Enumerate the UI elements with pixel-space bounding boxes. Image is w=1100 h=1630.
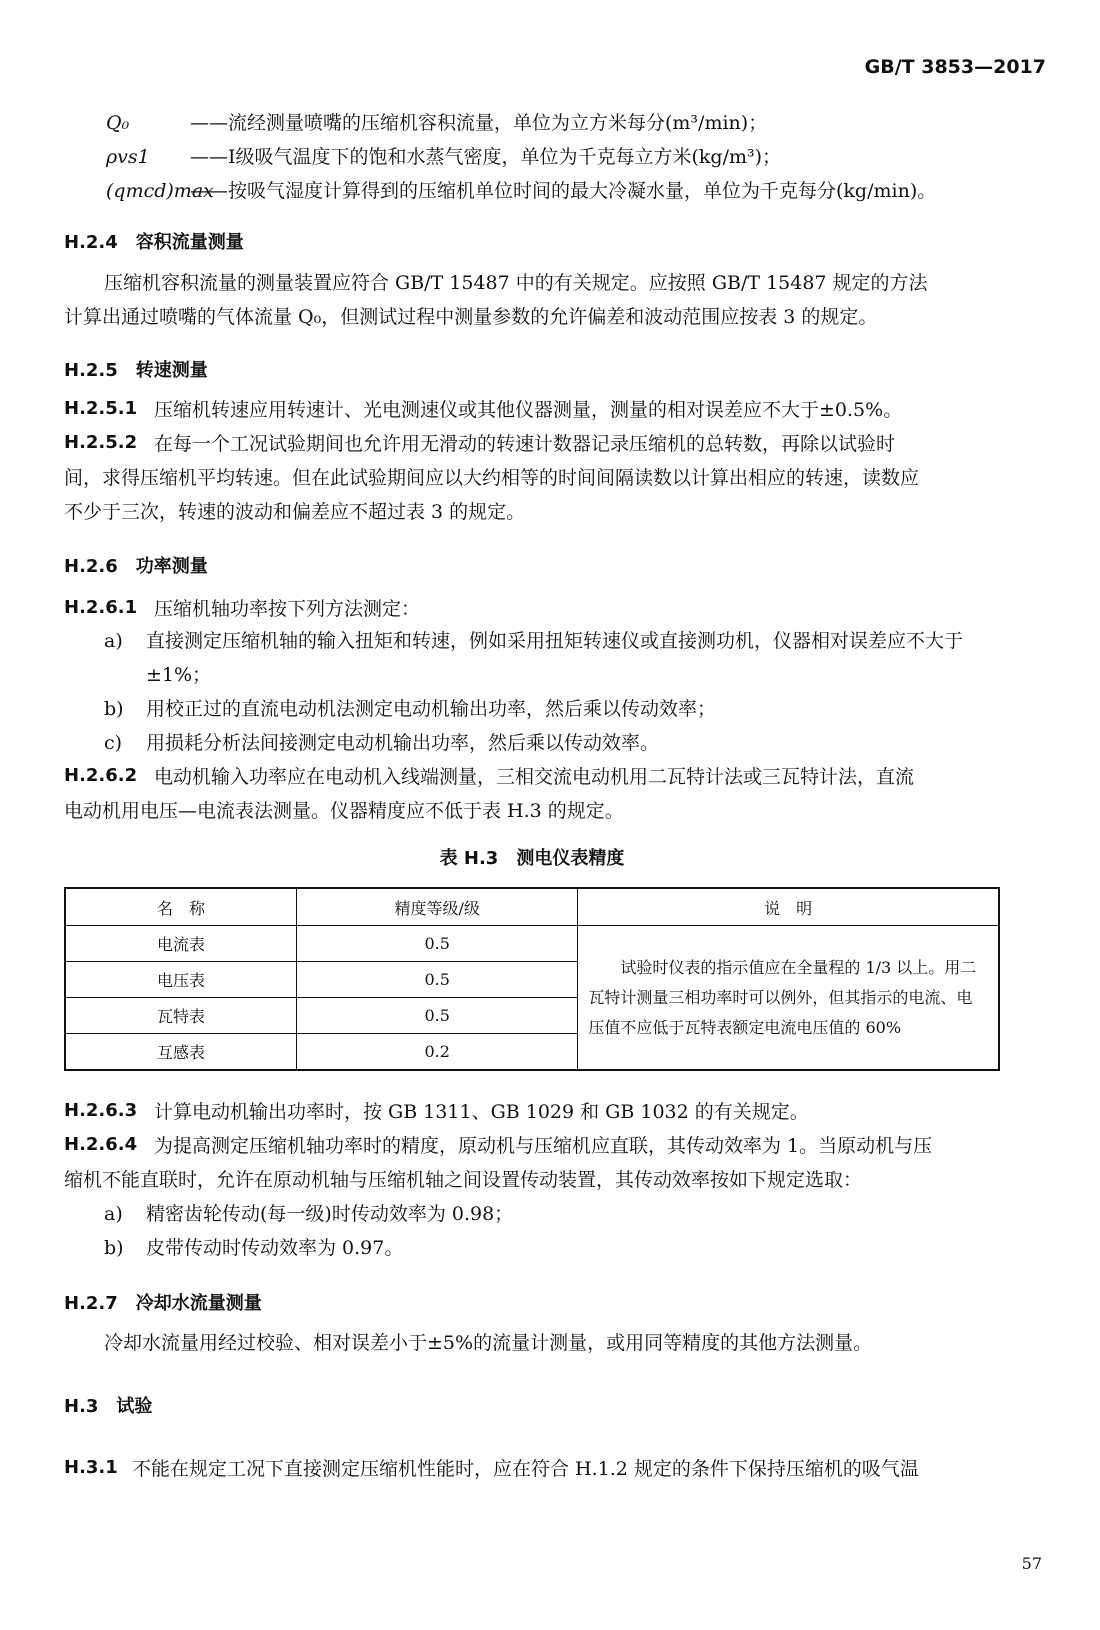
page-number: 57 xyxy=(1021,1554,1042,1573)
h27-text: 冷却水流量用经过校验、相对误差小于±5%的流量计测量，或用同等精度的其他方法测量。 xyxy=(104,1332,873,1354)
list-label: c) xyxy=(104,732,123,754)
section-heading-h25: H.2.5 转速测量 xyxy=(64,360,208,381)
clause-text: 压缩机转速应用转速计、光电测速仪或其他仪器测量，测量的相对误差应不大于±0.5%。 xyxy=(154,399,903,421)
clause-text: 不能在规定工况下直接测定压缩机性能时，应在符合 H.1.2 规定的条件下保持压缩机的吸气温 xyxy=(132,1458,919,1480)
cell-name: 互感表 xyxy=(65,1034,297,1071)
symbol-qmcd: (qmcd)max xyxy=(106,180,214,202)
clause-text: 缩机不能直联时，允许在原动机轴与压缩机轴之间设置传动装置，其传动效率按如下规定选取： xyxy=(64,1169,863,1191)
header-grade: 精度等级/级 xyxy=(297,888,578,926)
symbol-rho-desc: ——Ⅰ级吸气温度下的饱和水蒸气密度，单位为千克每立方米(kg/m³)； xyxy=(190,146,782,168)
section-heading-h26: H.2.6 功率测量 xyxy=(64,556,208,577)
clause-number: H.2.6.1 xyxy=(64,597,138,618)
cell-name: 电压表 xyxy=(65,962,297,998)
table-row xyxy=(65,926,999,962)
clause-number: H.2.6.2 xyxy=(64,765,138,786)
clause-number: H.3.1 xyxy=(64,1457,118,1478)
h24-line2: 计算出通过喷嘴的气体流量 Q₀，但测试过程中测量参数的允许偏差和波动范围应按表 3 的规定。 xyxy=(64,306,878,328)
section-heading-h3: H.3 试验 xyxy=(64,1396,153,1417)
symbol-rho: ρvs1 xyxy=(106,146,150,168)
section-heading-h27: H.2.7 冷却水流量测量 xyxy=(64,1293,262,1314)
cell-name: 电流表 xyxy=(65,926,297,962)
h24-line1: 压缩机容积流量的测量装置应符合 GB/T 15487 中的有关规定。应按照 GB/T 15487 规定的方法 xyxy=(104,272,928,294)
list-label: a) xyxy=(104,1203,123,1225)
symbol-qmcd-desc: ——按吸气湿度计算得到的压缩机单位时间的最大冷凝水量，单位为千克每分(kg/min)。 xyxy=(190,180,937,202)
standard-code: GB/T 3853—2017 xyxy=(864,56,1046,78)
table-header-row xyxy=(65,888,999,926)
clause-number: H.2.6.4 xyxy=(64,1134,138,1155)
clause-text: 电动机输入功率应在电动机入线端测量，三相交流电动机用二瓦特计法或三瓦特计法，直流 xyxy=(154,766,915,788)
symbol-q0: Q₀ xyxy=(106,112,130,134)
cell-grade: 0.2 xyxy=(297,1034,578,1071)
instrument-accuracy-table xyxy=(64,887,1000,1071)
clause-number: H.2.5.1 xyxy=(64,398,138,419)
list-item-text: 精密齿轮传动(每一级)时传动效率为 0.98； xyxy=(146,1203,514,1225)
clause-text: 压缩机轴功率按下列方法测定： xyxy=(154,598,421,620)
symbol-q0-desc: ——流经测量喷嘴的压缩机容积流量，单位为立方米每分(m³/min)； xyxy=(190,112,768,134)
clause-text: 不少于三次，转速的波动和偏差应不超过表 3 的规定。 xyxy=(64,501,526,523)
clause-number: H.2.5.2 xyxy=(64,432,138,453)
section-heading-h24: H.2.4 容积流量测量 xyxy=(64,232,244,253)
clause-text: 为提高测定压缩机轴功率时的精度，原动机与压缩机应直联，其传动效率为 1。当原动机与压 xyxy=(154,1135,933,1157)
list-item-text: 用损耗分析法间接测定电动机输出功率，然后乘以传动效率。 xyxy=(146,732,660,754)
list-label: b) xyxy=(104,698,124,720)
list-label: a) xyxy=(104,630,123,652)
list-item-text: 皮带传动时传动效率为 0.97。 xyxy=(146,1237,404,1259)
cell-name: 瓦特表 xyxy=(65,998,297,1034)
cell-grade: 0.5 xyxy=(297,962,578,998)
clause-text: 间，求得压缩机平均转速。但在此试验期间应以大约相等的时间间隔读数以计算出相应的转速，读数应 xyxy=(64,467,920,489)
cell-note: 试验时仪表的指示值应在全量程的 1/3 以上。用二瓦特计测量三相功率时可以例外，但其指示的电流、电压值不应低于瓦特表额定电流电压值的 60% xyxy=(578,926,999,1071)
clause-text: 计算电动机输出功率时，按 GB 1311、GB 1029 和 GB 1032 的有关规定。 xyxy=(154,1101,809,1123)
list-label: b) xyxy=(104,1237,124,1259)
cell-grade: 0.5 xyxy=(297,998,578,1034)
list-item-text: 用校正过的直流电动机法测定电动机输出功率，然后乘以传动效率； xyxy=(146,698,717,720)
clause-text: 电动机用电压—电流表法测量。仪器精度应不低于表 H.3 的规定。 xyxy=(64,800,624,822)
list-item-text: 直接测定压缩机轴的输入扭矩和转速，例如采用扭矩转速仪或直接测功机，仪器相对误差应不大于±1%； xyxy=(146,630,964,686)
table-caption: 表 H.3 测电仪表精度 xyxy=(439,848,625,869)
cell-grade: 0.5 xyxy=(297,926,578,962)
clause-number: H.2.6.3 xyxy=(64,1100,138,1121)
header-name: 名 称 xyxy=(65,888,297,926)
clause-text: 在每一个工况试验期间也允许用无滑动的转速计数器记录压缩机的总转数，再除以试验时 xyxy=(154,433,896,455)
header-note: 说 明 xyxy=(578,888,999,926)
